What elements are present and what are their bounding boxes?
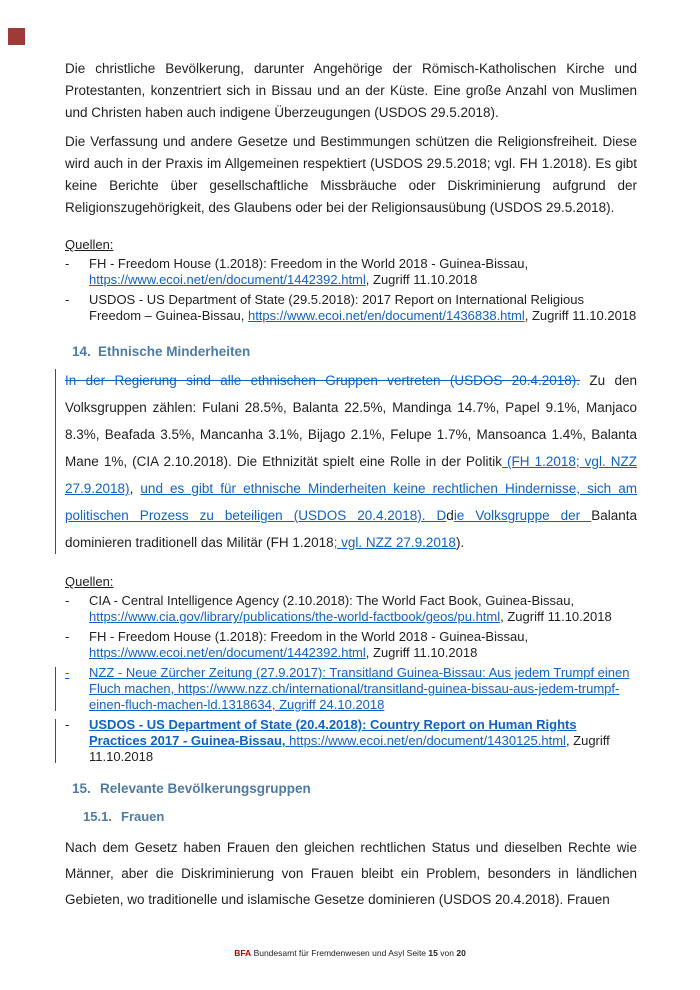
footer-page-number: 15 <box>428 948 438 958</box>
text-run-inserted: und es gibt für ethnische Minderheiten keine rechtlichen Hindernisse, sich am politischen Prozess zu beteiligen (USDOS 20.4.2018). D <box>65 481 637 523</box>
section-title: Relevante Bevölkerungsgruppen <box>100 781 311 796</box>
source-link[interactable]: https://www.ecoi.net/en/document/1436838.html <box>247 308 525 323</box>
source-post: , Zugriff 11.10.2018 <box>524 308 637 323</box>
source-pre: FH - Freedom House (1.2018): Freedom in the World 2018 - Guinea-Bissau, <box>89 629 529 644</box>
source-pre-changed: USDOS - US Department of State (20.4.2018): Country Report on Human Rights Practices 2017 - Guinea-Bissau, <box>89 717 577 748</box>
sources-label: Quellen: <box>65 574 114 589</box>
text-run: Zu den Volksgruppen zählen: Fulani 28.5%, Balanta 22.5%, Mandinga 14.7%, Papel 9.1%, Manjaco 8.3%, Beafada 3.5%, Mancanha 3.1%, Bijago 2.1%, Felupe 1.7%, Mansoanca 1.4%, Balanta Mane 1%, (CIA 2.10.2018). Die Ethnizität spielt eine Rolle in der Politik <box>65 373 637 469</box>
source-pre: FH - Freedom House (1.2018): Freedom in the World 2018 - Guinea-Bissau, <box>89 256 529 271</box>
list-dash: - <box>65 717 70 732</box>
section-heading-15-1 <box>65 809 637 824</box>
text-run: , <box>129 481 141 496</box>
source-post: , Zugriff 11.10.2018 <box>89 733 610 764</box>
paragraph-ethnic-minorities <box>65 367 637 556</box>
section-heading-14 <box>65 344 637 359</box>
section-number: 15.1. <box>83 809 112 824</box>
source-text <box>89 665 637 713</box>
footer-org: Bundesamt für Fremdenwesen und Asyl <box>253 948 405 958</box>
source-text <box>89 256 637 288</box>
text-run-inserted: ie Volksgruppe der <box>453 508 592 523</box>
source-item-nzz <box>65 665 637 713</box>
list-dash: - <box>65 593 70 608</box>
source-link[interactable]: https://www.ecoi.net/en/document/1442392.html <box>89 272 366 287</box>
source-text <box>89 593 637 625</box>
text-run: Balanta dominieren traditionell das Militär (FH 1.2018 <box>65 508 637 550</box>
text-run: d <box>446 508 454 523</box>
section-title: Frauen <box>121 809 165 824</box>
source-item-usdos <box>65 292 637 324</box>
source-post: , Zugriff 11.10.2018 <box>500 609 612 624</box>
list-dash: - <box>65 256 70 271</box>
section-number: 15. <box>72 781 91 796</box>
section-number: 14. <box>72 344 91 359</box>
list-dash: - <box>65 665 70 680</box>
paragraph-women-rights: Nach dem Gesetz haben Frauen den gleichen rechtlichen Status und dieselben Rechte wie Männer, aber die Diskriminierung von Frauen bleibt ein Problem, besonders in ländlichen Gebieten, wo traditionelle und islamische Gesetze dominieren (USDOS 20.4.2018). Frauen <box>65 840 637 907</box>
sources-block-religion <box>65 237 637 324</box>
text-run: ). <box>455 535 465 550</box>
document-page <box>65 58 637 913</box>
source-text <box>89 717 637 765</box>
source-text <box>89 292 637 324</box>
paragraph-religious-freedom: Die Verfassung und andere Gesetze und Bestimmungen schützen die Religionsfreiheit. Diese wird auch in der Praxis im Allgemeinen respektiert (USDOS 29.5.2018; vgl. FH 1.2018). Es gibt keine Berichte über gesellschaftliche Missbräuche oder Diskriminierung aufgrund der Religionszugehörigkeit, des Glaubens oder bei der Religionsausübung (USDOS 29.5.2018). <box>65 134 637 215</box>
footer-von: von <box>440 948 454 958</box>
source-link[interactable]: https://www.ecoi.net/en/document/1430125.html <box>289 733 566 748</box>
source-post-inserted: , Zugriff 24.10.2018 <box>271 697 385 712</box>
text-run-inserted: ; vgl. NZZ 27.9.2018 <box>333 535 456 550</box>
source-text <box>89 629 637 661</box>
section-heading-15 <box>65 781 637 796</box>
footer-page-label: Seite <box>406 948 427 958</box>
source-item-usdos <box>65 717 637 765</box>
text-run-inserted: (FH 1.2018; vgl. NZZ 27.9.2018) <box>65 454 638 496</box>
sources-label: Quellen: <box>65 237 114 252</box>
source-item-cia <box>65 593 637 625</box>
list-dash: - <box>65 292 70 307</box>
source-pre-inserted: NZZ - Neue Zürcher Zeitung (27.9.2017): Transitland Guinea-Bissau: Aus jedem Trumpf einen Fluch machen, <box>89 665 630 696</box>
paragraph-christian-population: Die christliche Bevölkerung, darunter Angehörige der Römisch-Katholischen Kirche und Protestanten, konzentriert sich in Bissau und an der Küste. Eine große Anzahl von Muslimen und Christen haben auch indigene Überzeugungen (USDOS 29.5.2018). <box>65 61 637 120</box>
source-post: , Zugriff 11.10.2018 <box>365 645 478 660</box>
source-pre: CIA - Central Intelligence Agency (2.10.2018): The World Fact Book, Guinea-Bissau, <box>89 593 575 608</box>
sources-block-ethnic <box>65 574 637 765</box>
source-item-fh <box>65 629 637 661</box>
corner-mark <box>8 28 25 45</box>
source-link[interactable]: https://www.nzz.ch/international/transitland-guinea-bissau-aus-jedem-trumpf-einen-fluch-machen-ld.1318634 <box>89 681 620 712</box>
text-run-deleted: In der Regierung sind alle ethnischen Gruppen vertreten (USDOS 20.4.2018). <box>65 373 580 388</box>
source-link[interactable]: https://www.cia.gov/library/publications/the-world-factbook/geos/pu.html <box>89 609 501 624</box>
footer-brand: BFA <box>234 948 252 958</box>
footer-page-total: 20 <box>456 948 466 958</box>
page-footer <box>0 948 700 958</box>
list-dash: - <box>65 629 70 644</box>
source-post: , Zugriff 11.10.2018 <box>365 272 478 287</box>
source-item-fh <box>65 256 637 288</box>
source-link[interactable]: https://www.ecoi.net/en/document/1442392.html <box>89 645 366 660</box>
section-title: Ethnische Minderheiten <box>98 344 251 359</box>
source-pre: USDOS - US Department of State (29.5.2018): 2017 Report on International Religious Freedom – Guinea-Bissau, <box>89 292 584 323</box>
